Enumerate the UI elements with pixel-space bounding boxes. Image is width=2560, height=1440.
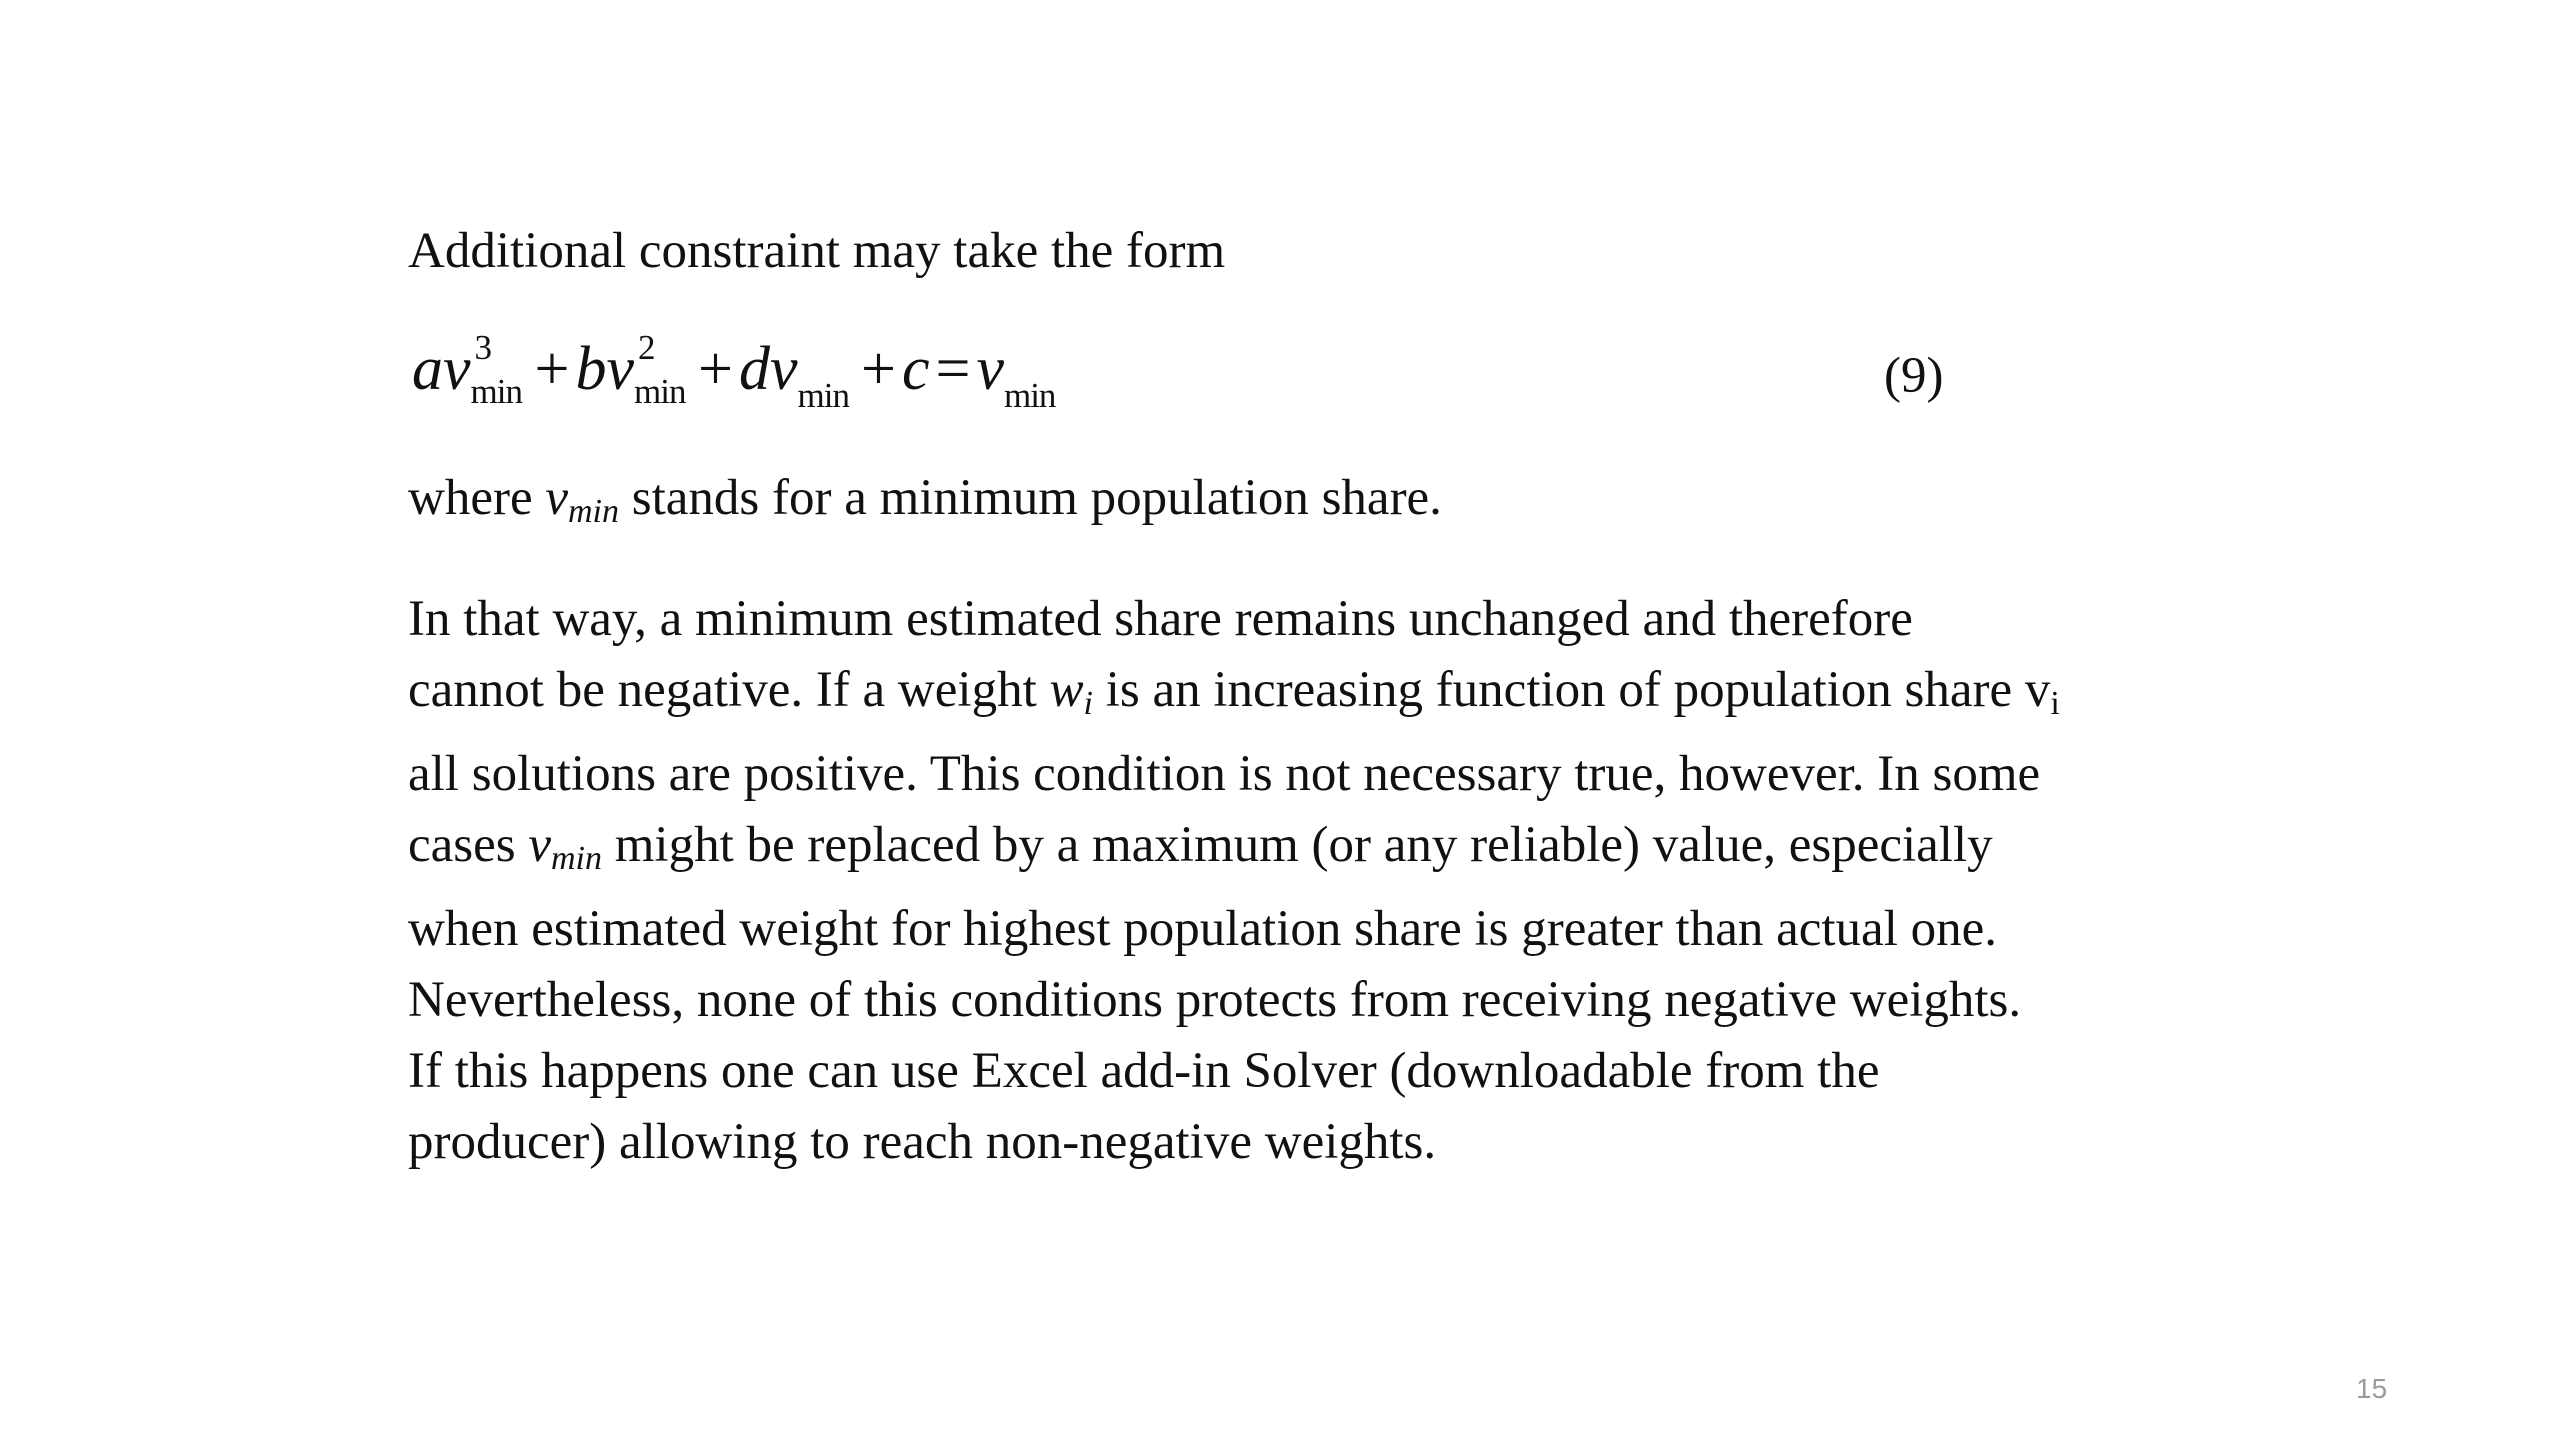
line-2-prefix: cannot be negative. If a weight — [408, 662, 1050, 718]
equation-coefficient-b: b — [575, 335, 607, 403]
line-4-suffix: might be replaced by a maximum (or any reliable) value, especially — [602, 817, 1993, 873]
where-prefix: where — [408, 470, 546, 526]
where-text — [408, 470, 1442, 530]
equation-constant-c: c — [901, 335, 930, 403]
where-suffix: stands for a minimum population share. — [618, 470, 1442, 526]
equation-number: (9) — [1884, 348, 1944, 404]
population-share-subscript-i: i — [2050, 685, 2060, 722]
line-2-middle: is an increasing function of population share v — [1092, 662, 2051, 718]
equation-variable-v: v — [770, 335, 798, 403]
where-symbol-v: v — [545, 470, 568, 526]
equation-9 — [412, 328, 1061, 415]
intro-text: Additional constraint may take the form — [408, 223, 1226, 279]
line-4-prefix: cases — [408, 817, 529, 873]
paragraph-line-3: all solutions are positive. This condition is not necessary true, however. In some — [408, 746, 2041, 802]
equation-supsub-cubic — [470, 328, 529, 411]
page-number: 15 — [2356, 1373, 2388, 1404]
weight-subscript-i: i — [1083, 685, 1093, 722]
equation-subscript-min: min — [797, 376, 849, 415]
equation-supsub-square — [634, 328, 692, 411]
equation-plus-operator: + — [698, 335, 733, 403]
equation-power-2: 2 — [638, 328, 656, 367]
equation-subscript-min: min — [1003, 376, 1056, 415]
paragraph-line-6: Nevertheless, none of this conditions protects from receiving negative weights. — [408, 972, 2022, 1028]
equation-plus-operator: + — [534, 335, 570, 403]
equation-subscript-min: min — [634, 372, 686, 411]
equation-plus-operator: + — [860, 335, 896, 403]
paragraph-line-2 — [408, 655, 2208, 739]
paragraph-line-4 — [408, 810, 2208, 894]
where-subscript-min: min — [567, 493, 619, 530]
equation-subscript-min: min — [470, 372, 522, 411]
equation-coefficient-a: a — [412, 335, 443, 403]
minimum-subscript-min: min — [551, 840, 602, 877]
weight-symbol-w: w — [1049, 662, 1084, 718]
equation-power-3: 3 — [474, 328, 493, 367]
equation-variable-v: v — [443, 335, 471, 403]
paragraph-line-7: If this happens one can use Excel add-in Solver (downloadable from the — [408, 1043, 1880, 1099]
equation-variable-v: v — [606, 335, 635, 403]
paragraph-line-5: when estimated weight for highest population share is greater than actual one. — [408, 901, 1997, 957]
equation-equals-operator: = — [935, 335, 971, 403]
paragraph-line-8: producer) allowing to reach non-negative weights. — [408, 1114, 1437, 1170]
minimum-symbol-v: v — [528, 817, 551, 873]
paragraph-line-1: In that way, a minimum estimated share remains unchanged and therefore — [408, 591, 1913, 647]
equation-coefficient-d: d — [739, 335, 770, 403]
explanation-paragraph — [408, 584, 2208, 1178]
equation-variable-v: v — [976, 335, 1004, 403]
